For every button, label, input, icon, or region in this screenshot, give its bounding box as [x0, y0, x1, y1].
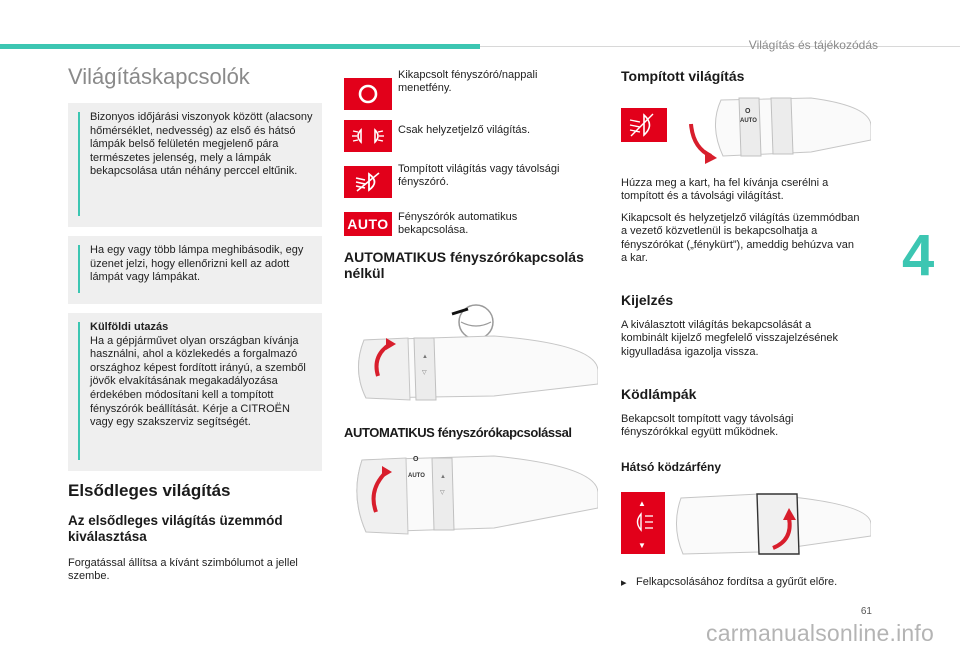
watermark: carmanualsonline.info: [706, 620, 934, 646]
svg-text:▲: ▲: [638, 499, 646, 508]
page-title: Világításkapcsolók: [68, 64, 250, 89]
icon-desc-off: Kikapcsolt fényszóró/nappali menetfény.: [398, 69, 538, 95]
svg-text:▼: ▼: [638, 541, 646, 550]
primary-mode-subtitle: Az elsődleges világítás üzemmód kiválasztása: [68, 513, 283, 544]
stalk-illustration-manual: [344, 296, 598, 404]
svg-text:▲: ▲: [422, 354, 428, 360]
fog-text: Bekapcsolt tompított vagy távolsági fényszórókkal együtt működnek.: [621, 413, 794, 439]
note-text: Bizonyos időjárási viszonyok között (alacsony hőmérséklet, nedvesség) az első és hátsó lámpák belső felületén megjelenő pára természetes jelenség, mely a lámpák bekapcsolása után néhány perccel eltűnik.: [90, 111, 313, 178]
header-divider: [480, 46, 960, 47]
stalk-label-auto: AUTO: [408, 473, 425, 479]
dipped-text-2: Kikapcsolt és helyzetjelző világítás üzemmódban a vezető közvetlenül is bekapcsolhatja a fényszórókat („fénykürt”), ameddig behúzva van a kar.: [621, 212, 860, 265]
note-box-failure: [68, 236, 322, 304]
sidelights-icon: [344, 120, 392, 152]
header-accent-bar: [0, 44, 480, 49]
primary-mode-text: Forgatással állítsa a kívánt szimbólumot a jellel szembe.: [68, 557, 298, 583]
dipped-beam-icon: [344, 166, 392, 198]
svg-text:▲: ▲: [440, 474, 446, 480]
note-accent-bar: [78, 112, 80, 216]
stalk-illustration-dipped: [621, 96, 871, 170]
off-icon: [344, 78, 392, 110]
page-number: 61: [860, 606, 872, 617]
chapter-number: 4: [902, 223, 935, 288]
auto-icon-label: AUTO: [347, 216, 389, 232]
rear-fog-title: Hátsó ködzárfény: [621, 460, 722, 474]
primary-lighting-title: Elsődleges világítás: [68, 481, 231, 500]
icon-desc-dipped: Tompított világítás vagy távolsági fényszóró.: [398, 163, 560, 189]
stalk-label-o: O: [413, 456, 419, 463]
stalk-label-o: O: [745, 108, 751, 115]
note-box-abroad: [68, 313, 322, 471]
svg-text:▽: ▽: [422, 370, 427, 376]
stalk-illustration-rear-fog: [621, 490, 871, 560]
fog-title: Ködlámpák: [621, 386, 697, 402]
note-accent-bar: [78, 322, 80, 460]
note-box-condensation: [68, 103, 322, 227]
display-text: A kiválasztott világítás bekapcsolását a kombinált kijelző megfelelő visszajelzésének kigyulladása igazolja vissza.: [621, 319, 839, 358]
without-auto-title: AUTOMATIKUS fényszórókapcsolás nélkül: [344, 249, 584, 281]
note-text: Ha a gépjárművet olyan országban kívánja használni, ahol a közlekedés a forgalmazó országhoz képest fordított irányú, a szemből jövők elvakításának megakadályozása érdekében módosítani kell a tompított fényszórók beállítását. Kérje a CITROËN vagy egy szakszerviz segítségét.: [90, 334, 306, 429]
auto-icon: [344, 212, 392, 236]
with-auto-title: AUTOMATIKUS fényszórókapcsolással: [344, 425, 572, 440]
dipped-title: Tompított világítás: [621, 68, 745, 84]
note-text: Ha egy vagy több lámpa meghibásodik, egy üzenet jelzi, hogy ellenőrizni kell az adott lámpát vagy lámpákat.: [90, 244, 304, 284]
dipped-text-1: Húzza meg a kart, ha fel kívánja cserélni a tompított és a távolsági világítást.: [621, 177, 829, 203]
rear-fog-text: Felkapcsolásához fordítsa a gyűrűt előre.: [636, 576, 838, 588]
stalk-illustration-auto: [344, 450, 598, 544]
note-title: Külföldi utazás: [90, 321, 169, 333]
chapter-title: Világítás és tájékozódás: [748, 38, 878, 52]
svg-text:▽: ▽: [440, 490, 445, 496]
icon-desc-sidelights: Csak helyzetjelző világítás.: [398, 124, 531, 136]
rear-fog-bullet: ▸: [621, 576, 627, 589]
icon-desc-auto: Fényszórók automatikus bekapcsolása.: [398, 211, 518, 237]
stalk-label-auto: AUTO: [740, 118, 757, 124]
note-accent-bar: [78, 245, 80, 293]
display-title: Kijelzés: [621, 292, 674, 308]
